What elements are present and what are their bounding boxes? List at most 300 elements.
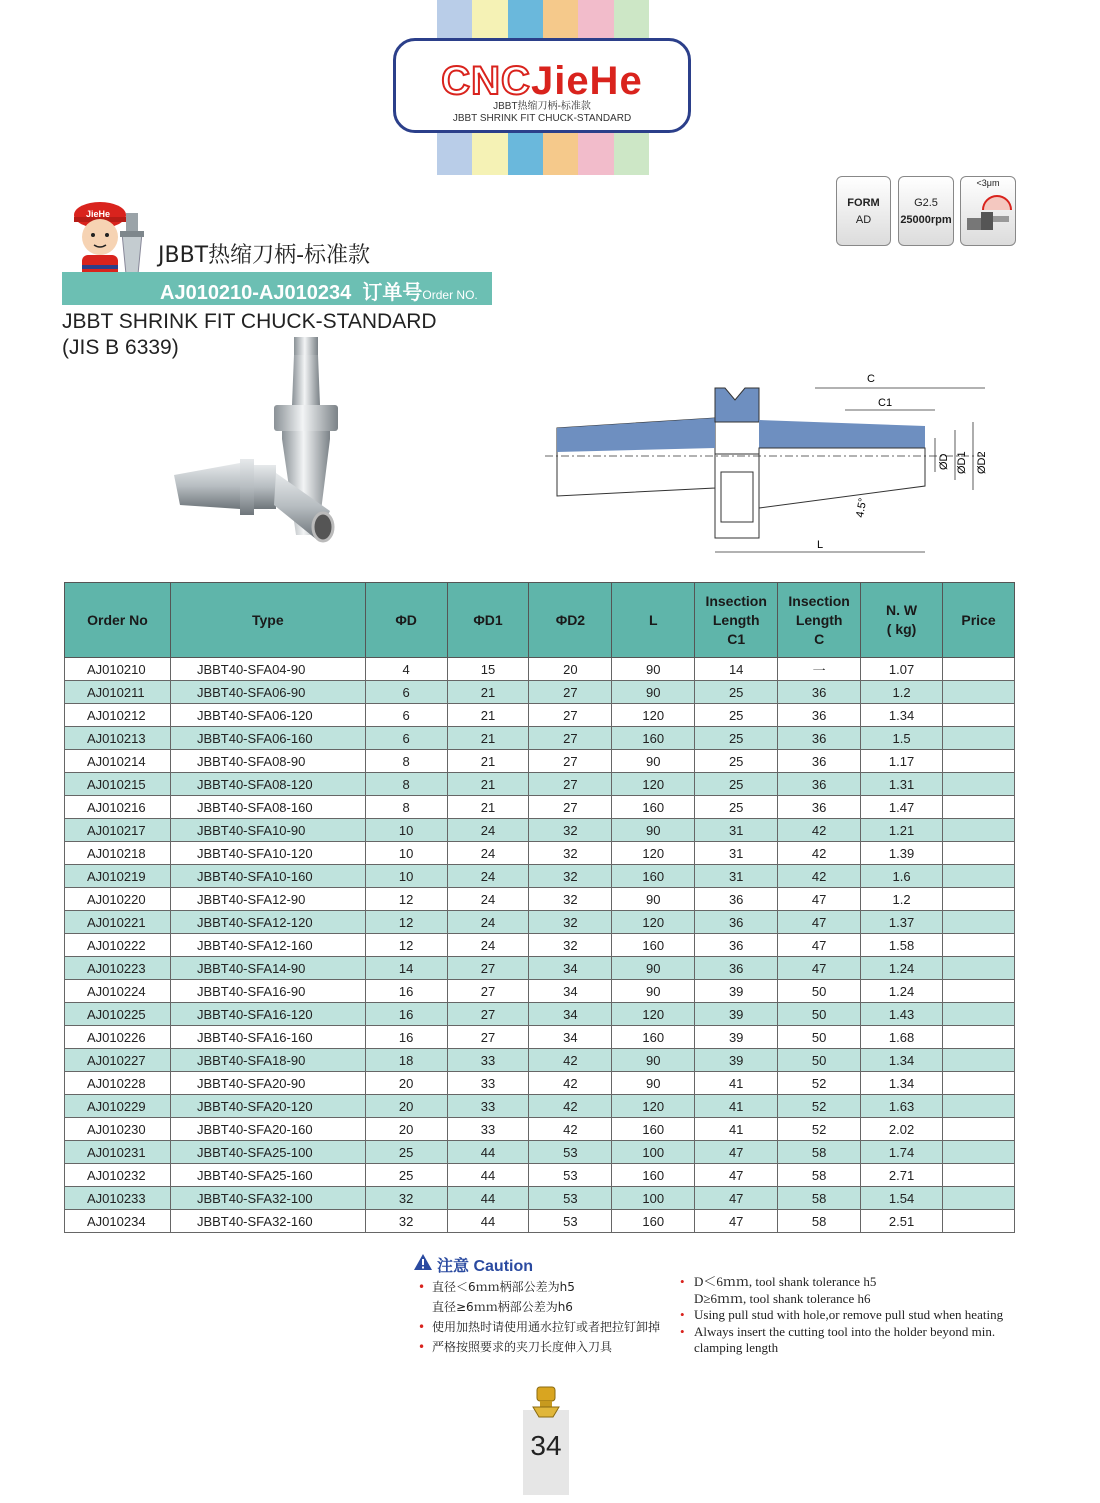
c1-cell: 36 <box>695 934 778 957</box>
table-row <box>65 773 1015 796</box>
type-cell: JBBT40-SFA06-160 <box>170 727 365 750</box>
c-cell: 一 <box>778 658 861 681</box>
dim-label-d2: ØD2 <box>976 451 988 474</box>
c-cell: 42 <box>778 865 861 888</box>
l-cell: 160 <box>612 796 695 819</box>
price-cell <box>943 911 1015 934</box>
table-row <box>65 842 1015 865</box>
type-cell: JBBT40-SFA08-120 <box>170 773 365 796</box>
c1-cell: 47 <box>695 1210 778 1233</box>
d1-cell: 33 <box>447 1118 529 1141</box>
table-row <box>65 1164 1015 1187</box>
d2-cell: 34 <box>529 980 612 1003</box>
c-cell: 42 <box>778 842 861 865</box>
nw-cell: 1.31 <box>861 773 943 796</box>
l-cell: 120 <box>612 911 695 934</box>
order-no-cell: AJ010214 <box>65 750 171 773</box>
price-cell <box>943 1118 1015 1141</box>
nw-cell: 1.6 <box>861 865 943 888</box>
type-cell: JBBT40-SFA08-160 <box>170 796 365 819</box>
d1-cell: 33 <box>447 1049 529 1072</box>
d2-cell: 34 <box>529 957 612 980</box>
d1-cell: 24 <box>447 911 529 934</box>
c-cell: 50 <box>778 1026 861 1049</box>
d-cell: 20 <box>365 1095 447 1118</box>
table-row <box>65 888 1015 911</box>
caution-en-item: D≥6ｍｍ, tool shank tolerance h6 <box>694 1290 871 1306</box>
order-label-cn: 订单号 <box>362 282 423 304</box>
c-cell: 36 <box>778 681 861 704</box>
price-cell <box>943 957 1015 980</box>
d-cell: 32 <box>365 1187 447 1210</box>
table-header-row <box>65 583 1015 658</box>
col-nw: N. W ( kg) <box>861 583 943 658</box>
price-cell <box>943 1164 1015 1187</box>
nw-cell: 1.21 <box>861 819 943 842</box>
price-cell <box>943 750 1015 773</box>
c-cell: 36 <box>778 704 861 727</box>
dim-label-c: C <box>867 373 875 385</box>
d2-cell: 32 <box>529 934 612 957</box>
d2-cell: 27 <box>529 727 612 750</box>
type-cell: JBBT40-SFA16-160 <box>170 1026 365 1049</box>
l-cell: 120 <box>612 704 695 727</box>
d2-cell: 42 <box>529 1095 612 1118</box>
c-cell: 47 <box>778 934 861 957</box>
d1-cell: 27 <box>447 957 529 980</box>
type-cell: JBBT40-SFA18-90 <box>170 1049 365 1072</box>
nw-cell: 1.34 <box>861 1072 943 1095</box>
page-title-cn: JBBT热缩刀柄-标准款 <box>158 243 371 268</box>
type-cell: JBBT40-SFA10-160 <box>170 865 365 888</box>
d-cell: 32 <box>365 1210 447 1233</box>
d1-cell: 21 <box>447 704 529 727</box>
order-no-cell: AJ010215 <box>65 773 171 796</box>
d-cell: 10 <box>365 865 447 888</box>
c1-cell: 39 <box>695 1026 778 1049</box>
logo-subtitle-cn: JBBT热缩刀柄-标准款 <box>493 101 591 112</box>
caution-en-item: • Always insert the cutting tool into the holder beyond min. <box>680 1323 996 1339</box>
d2-cell: 53 <box>529 1187 612 1210</box>
table-row <box>65 796 1015 819</box>
table-row <box>65 1049 1015 1072</box>
c1-cell: 39 <box>695 1049 778 1072</box>
d-cell: 10 <box>365 842 447 865</box>
form-badge <box>836 176 891 246</box>
table-row <box>65 865 1015 888</box>
d2-cell: 20 <box>529 658 612 681</box>
nw-cell: 1.37 <box>861 911 943 934</box>
nw-cell: 1.2 <box>861 681 943 704</box>
l-cell: 100 <box>612 1141 695 1164</box>
c1-cell: 25 <box>695 727 778 750</box>
c-cell: 52 <box>778 1072 861 1095</box>
table-row <box>65 727 1015 750</box>
mascot-cap-text: JieHe <box>86 209 111 219</box>
d1-cell: 44 <box>447 1187 529 1210</box>
c-cell: 52 <box>778 1095 861 1118</box>
balance-badge <box>898 176 954 246</box>
d-cell: 20 <box>365 1072 447 1095</box>
order-no-cell: AJ010223 <box>65 957 171 980</box>
warning-icon <box>413 1253 433 1271</box>
type-cell: JBBT40-SFA04-90 <box>170 658 365 681</box>
l-cell: 90 <box>612 658 695 681</box>
caution-en-item: clamping length <box>694 1340 779 1355</box>
order-no-cell: AJ010219 <box>65 865 171 888</box>
d1-cell: 21 <box>447 773 529 796</box>
nw-cell: 1.24 <box>861 980 943 1003</box>
c-cell: 47 <box>778 911 861 934</box>
d2-cell: 32 <box>529 888 612 911</box>
nw-cell: 1.2 <box>861 888 943 911</box>
price-cell <box>943 819 1015 842</box>
technical-drawing <box>545 368 1005 568</box>
order-no-cell: AJ010230 <box>65 1118 171 1141</box>
c1-cell: 39 <box>695 980 778 1003</box>
c1-cell: 47 <box>695 1164 778 1187</box>
l-cell: 90 <box>612 1049 695 1072</box>
order-range: AJ010210-AJ010234 <box>160 282 352 304</box>
l-cell: 90 <box>612 888 695 911</box>
type-cell: JBBT40-SFA20-160 <box>170 1118 365 1141</box>
order-no-cell: AJ010225 <box>65 1003 171 1026</box>
type-cell: JBBT40-SFA12-160 <box>170 934 365 957</box>
table-row <box>65 911 1015 934</box>
d2-cell: 27 <box>529 704 612 727</box>
page-title-en-line2: (JIS B 6339) <box>62 336 179 359</box>
d1-cell: 15 <box>447 658 529 681</box>
d-cell: 8 <box>365 773 447 796</box>
order-no-cell: AJ010222 <box>65 934 171 957</box>
c1-cell: 47 <box>695 1141 778 1164</box>
table-row <box>65 750 1015 773</box>
order-no-cell: AJ010212 <box>65 704 171 727</box>
order-no-cell: AJ010217 <box>65 819 171 842</box>
d-cell: 12 <box>365 888 447 911</box>
l-cell: 90 <box>612 957 695 980</box>
d-cell: 18 <box>365 1049 447 1072</box>
price-cell <box>943 1210 1015 1233</box>
c1-cell: 25 <box>695 773 778 796</box>
d2-cell: 27 <box>529 796 612 819</box>
price-cell <box>943 1003 1015 1026</box>
d2-cell: 42 <box>529 1118 612 1141</box>
c1-cell: 39 <box>695 1003 778 1026</box>
nw-cell: 1.47 <box>861 796 943 819</box>
col-c: Insection Length C <box>778 583 861 658</box>
order-no-cell: AJ010229 <box>65 1095 171 1118</box>
d-cell: 8 <box>365 750 447 773</box>
table-row <box>65 1072 1015 1095</box>
order-no-cell: AJ010231 <box>65 1141 171 1164</box>
l-cell: 160 <box>612 1118 695 1141</box>
table-row <box>65 980 1015 1003</box>
order-no-cell: AJ010213 <box>65 727 171 750</box>
price-cell <box>943 681 1015 704</box>
brand-logo-box <box>393 38 691 133</box>
price-cell <box>943 658 1015 681</box>
d2-cell: 27 <box>529 773 612 796</box>
d1-cell: 24 <box>447 888 529 911</box>
price-cell <box>943 1141 1015 1164</box>
price-cell <box>943 980 1015 1003</box>
logo-cnc: CNC <box>441 59 531 103</box>
table-row <box>65 1141 1015 1164</box>
price-cell <box>943 727 1015 750</box>
d1-cell: 21 <box>447 727 529 750</box>
caution-title-cn: 注意 <box>437 1258 470 1275</box>
balance-badge-line1: G2.5 <box>914 197 938 209</box>
l-cell: 120 <box>612 773 695 796</box>
page-title-en-line1: JBBT SHRINK FIT CHUCK-STANDARD <box>62 310 437 333</box>
d2-cell: 42 <box>529 1049 612 1072</box>
c-cell: 47 <box>778 888 861 911</box>
c1-cell: 25 <box>695 750 778 773</box>
d-cell: 6 <box>365 727 447 750</box>
d-cell: 4 <box>365 658 447 681</box>
d2-cell: 53 <box>529 1141 612 1164</box>
order-no-cell: AJ010232 <box>65 1164 171 1187</box>
caution-cn-item: 直径≥6ｍｍ柄部公差为h6 <box>432 1300 573 1314</box>
price-cell <box>943 1095 1015 1118</box>
nw-cell: 1.5 <box>861 727 943 750</box>
runout-badge <box>960 176 1016 246</box>
order-no-cell: AJ010210 <box>65 658 171 681</box>
dim-label-d: ØD <box>938 453 950 470</box>
d-cell: 20 <box>365 1118 447 1141</box>
d1-cell: 21 <box>447 796 529 819</box>
c-cell: 36 <box>778 773 861 796</box>
d2-cell: 32 <box>529 842 612 865</box>
c1-cell: 14 <box>695 658 778 681</box>
type-cell: JBBT40-SFA16-120 <box>170 1003 365 1026</box>
d2-cell: 32 <box>529 819 612 842</box>
d2-cell: 34 <box>529 1026 612 1049</box>
c1-cell: 36 <box>695 911 778 934</box>
d1-cell: 44 <box>447 1141 529 1164</box>
order-number-bar <box>62 272 492 305</box>
balance-badge-line2: 25000rpm <box>900 214 952 226</box>
table-row <box>65 1003 1015 1026</box>
l-cell: 90 <box>612 980 695 1003</box>
chuck-icon <box>531 1385 561 1419</box>
nw-cell: 1.07 <box>861 658 943 681</box>
page-number: 34 <box>530 1430 562 1461</box>
d-cell: 16 <box>365 1003 447 1026</box>
table-row <box>65 1118 1015 1141</box>
table-row <box>65 1026 1015 1049</box>
caution-en-item: • Using pull stud with hole,or remove pull stud when heating <box>680 1307 1004 1322</box>
nw-cell: 2.02 <box>861 1118 943 1141</box>
logo-jiehe: JieHe <box>530 59 643 103</box>
c1-cell: 36 <box>695 888 778 911</box>
order-no-cell: AJ010233 <box>65 1187 171 1210</box>
c1-cell: 31 <box>695 865 778 888</box>
l-cell: 90 <box>612 819 695 842</box>
c-cell: 50 <box>778 980 861 1003</box>
c-cell: 50 <box>778 1049 861 1072</box>
nw-cell: 1.68 <box>861 1026 943 1049</box>
d2-cell: 32 <box>529 865 612 888</box>
c1-cell: 31 <box>695 819 778 842</box>
runout-icon <box>961 188 1015 238</box>
c-cell: 58 <box>778 1141 861 1164</box>
c-cell: 36 <box>778 796 861 819</box>
nw-cell: 1.17 <box>861 750 943 773</box>
d1-cell: 21 <box>447 750 529 773</box>
c-cell: 36 <box>778 727 861 750</box>
table-row <box>65 1210 1015 1233</box>
order-no-cell: AJ010224 <box>65 980 171 1003</box>
caution-cn-item: • 使用加热时请使用通水拉钉或者把拉钉卸掉 <box>418 1320 661 1334</box>
d1-cell: 21 <box>447 681 529 704</box>
spec-table <box>64 582 1015 1233</box>
order-no-cell: AJ010216 <box>65 796 171 819</box>
table-row <box>65 681 1015 704</box>
type-cell: JBBT40-SFA25-160 <box>170 1164 365 1187</box>
c1-cell: 31 <box>695 842 778 865</box>
type-cell: JBBT40-SFA10-90 <box>170 819 365 842</box>
caution-en-item: • D＜6ｍｍ, tool shank tolerance h5 <box>680 1274 877 1289</box>
c1-cell: 25 <box>695 704 778 727</box>
d1-cell: 24 <box>447 934 529 957</box>
d1-cell: 33 <box>447 1095 529 1118</box>
nw-cell: 1.63 <box>861 1095 943 1118</box>
order-no-cell: AJ010220 <box>65 888 171 911</box>
price-cell <box>943 796 1015 819</box>
d-cell: 8 <box>365 796 447 819</box>
price-cell <box>943 1026 1015 1049</box>
c-cell: 52 <box>778 1118 861 1141</box>
l-cell: 100 <box>612 1187 695 1210</box>
type-cell: JBBT40-SFA06-120 <box>170 704 365 727</box>
col-price: Price <box>943 583 1015 658</box>
logo-subtitle-en: JBBT SHRINK FIT CHUCK-STANDARD <box>452 113 632 124</box>
col-d2: ΦD2 <box>529 583 612 658</box>
brand-logo <box>396 61 688 101</box>
nw-cell: 1.74 <box>861 1141 943 1164</box>
l-cell: 90 <box>612 681 695 704</box>
type-cell: JBBT40-SFA12-90 <box>170 888 365 911</box>
type-cell: JBBT40-SFA14-90 <box>170 957 365 980</box>
nw-cell: 1.58 <box>861 934 943 957</box>
d-cell: 12 <box>365 911 447 934</box>
col-d1: ΦD1 <box>447 583 529 658</box>
type-cell: JBBT40-SFA20-120 <box>170 1095 365 1118</box>
type-cell: JBBT40-SFA08-90 <box>170 750 365 773</box>
d2-cell: 27 <box>529 681 612 704</box>
d2-cell: 53 <box>529 1210 612 1233</box>
price-cell <box>943 865 1015 888</box>
caution-title <box>437 1253 533 1276</box>
type-cell: JBBT40-SFA06-90 <box>170 681 365 704</box>
order-number-text <box>160 276 478 305</box>
type-cell: JBBT40-SFA25-100 <box>170 1141 365 1164</box>
l-cell: 120 <box>612 1003 695 1026</box>
price-cell <box>943 773 1015 796</box>
d2-cell: 27 <box>529 750 612 773</box>
table-row <box>65 704 1015 727</box>
table-row <box>65 1187 1015 1210</box>
order-label-en: Order NO. <box>422 288 478 302</box>
d-cell: 14 <box>365 957 447 980</box>
d-cell: 25 <box>365 1141 447 1164</box>
runout-badge-label: <3μm <box>976 178 1000 188</box>
nw-cell: 1.24 <box>861 957 943 980</box>
type-cell: JBBT40-SFA32-160 <box>170 1210 365 1233</box>
caution-cn-item: • 直径＜6ｍｍ柄部公差为h5 <box>418 1280 575 1294</box>
form-badge-line2: AD <box>855 214 872 226</box>
nw-cell: 1.34 <box>861 1049 943 1072</box>
type-cell: JBBT40-SFA20-90 <box>170 1072 365 1095</box>
nw-cell: 1.39 <box>861 842 943 865</box>
l-cell: 160 <box>612 1210 695 1233</box>
order-no-cell: AJ010218 <box>65 842 171 865</box>
caution-cn-item: • 严格按照要求的夹刀长度伸入刀具 <box>418 1340 613 1354</box>
d-cell: 12 <box>365 934 447 957</box>
price-cell <box>943 704 1015 727</box>
l-cell: 120 <box>612 842 695 865</box>
price-cell <box>943 1049 1015 1072</box>
table-row <box>65 1095 1015 1118</box>
d1-cell: 24 <box>447 819 529 842</box>
order-no-cell: AJ010226 <box>65 1026 171 1049</box>
l-cell: 160 <box>612 1164 695 1187</box>
table-row <box>65 819 1015 842</box>
d1-cell: 44 <box>447 1210 529 1233</box>
c-cell: 58 <box>778 1210 861 1233</box>
c-cell: 58 <box>778 1187 861 1210</box>
l-cell: 90 <box>612 1072 695 1095</box>
nw-cell: 1.34 <box>861 704 943 727</box>
order-no-cell: AJ010228 <box>65 1072 171 1095</box>
d1-cell: 24 <box>447 842 529 865</box>
d2-cell: 34 <box>529 1003 612 1026</box>
price-cell <box>943 842 1015 865</box>
d1-cell: 27 <box>447 1003 529 1026</box>
c1-cell: 41 <box>695 1095 778 1118</box>
order-no-cell: AJ010211 <box>65 681 171 704</box>
col-d: ΦD <box>365 583 447 658</box>
type-cell: JBBT40-SFA32-100 <box>170 1187 365 1210</box>
c1-cell: 41 <box>695 1118 778 1141</box>
d1-cell: 24 <box>447 865 529 888</box>
c1-cell: 25 <box>695 681 778 704</box>
l-cell: 160 <box>612 1026 695 1049</box>
col-type: Type <box>170 583 365 658</box>
l-cell: 160 <box>612 934 695 957</box>
table-row <box>65 934 1015 957</box>
table-row <box>65 957 1015 980</box>
c-cell: 50 <box>778 1003 861 1026</box>
product-photo <box>170 335 370 555</box>
price-cell <box>943 934 1015 957</box>
d2-cell: 32 <box>529 911 612 934</box>
c-cell: 58 <box>778 1164 861 1187</box>
d-cell: 25 <box>365 1164 447 1187</box>
col-l: L <box>612 583 695 658</box>
order-no-cell: AJ010221 <box>65 911 171 934</box>
nw-cell: 1.43 <box>861 1003 943 1026</box>
spec-table-body <box>65 658 1015 1233</box>
nw-cell: 2.51 <box>861 1210 943 1233</box>
price-cell <box>943 1072 1015 1095</box>
price-cell <box>943 1187 1015 1210</box>
d-cell: 16 <box>365 980 447 1003</box>
nw-cell: 2.71 <box>861 1164 943 1187</box>
d1-cell: 44 <box>447 1164 529 1187</box>
